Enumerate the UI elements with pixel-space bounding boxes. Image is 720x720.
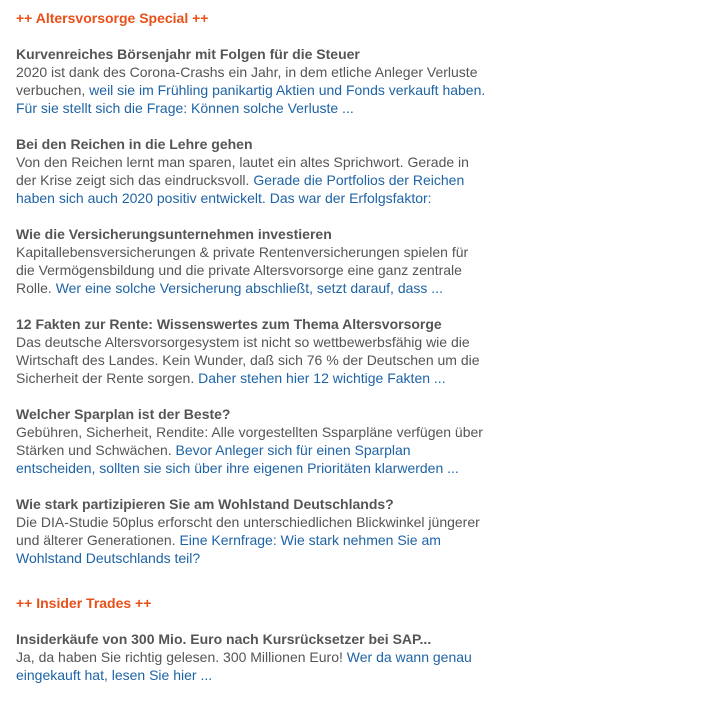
newsletter-content <box>16 9 486 684</box>
article-link[interactable]: Wer da wann genau eingekauft hat, lesen Sie hier ... <box>16 649 472 683</box>
article-body <box>16 243 486 297</box>
article-text: Das deutsche Altersvorsorgesystem ist nicht so wettbewerbsfähig wie die Wirtschaft des Landes. Kein Wunder, daß sich 76 % der Deutschen um die Sicherheit der Rente sorgen. <box>16 334 480 386</box>
article-title: Welcher Sparplan ist der Beste? <box>16 406 231 422</box>
article-item <box>16 630 486 684</box>
article-body <box>16 63 486 117</box>
article-title: Wie die Versicherungsunternehmen investieren <box>16 226 332 242</box>
article-title: Wie stark partizipieren Sie am Wohlstand Deutschlands? <box>16 496 394 512</box>
article-title: 12 Fakten zur Rente: Wissenswertes zum Thema Altersvorsorge <box>16 316 442 332</box>
article-title: Kurvenreiches Börsenjahr mit Folgen für die Steuer <box>16 46 360 62</box>
article-text: Ja, da haben Sie richtig gelesen. 300 Millionen Euro! <box>16 649 347 665</box>
article-link[interactable]: Bevor Anleger sich für einen Sparplan entscheiden, sollten sie sich über ihre eigenen Prioritäten klarwerden ... <box>16 442 459 476</box>
article-item <box>16 45 486 117</box>
article-body <box>16 648 486 684</box>
section-spacer <box>16 567 486 594</box>
article-text: Von den Reichen lernt man sparen, lautet ein altes Sprichwort. Gerade in der Krise zeigt sich das eindrucksvoll. <box>16 154 469 188</box>
article-link[interactable]: Wer eine solche Versicherung abschließt, setzt darauf, dass ... <box>55 280 443 296</box>
article-item <box>16 135 486 207</box>
article-item <box>16 225 486 297</box>
article-body <box>16 333 486 387</box>
article-text: Kapitallebensversicherungen & private Rentenversicherungen spielen für die Vermögensbildung und die private Altersvorsorge eine ganz zentrale Rolle. <box>16 244 469 296</box>
article-link[interactable]: weil sie im Frühling panikartig Aktien und Fonds verkauft haben. Für sie stellt sich die Frage: Können solche Verluste ... <box>16 82 486 116</box>
section-header: ++ Altersvorsorge Special ++ <box>16 10 209 26</box>
article-link[interactable]: Eine Kernfrage: Wie stark nehmen Sie am Wohlstand Deutschlands teil? <box>16 532 441 566</box>
article-body <box>16 513 486 567</box>
article-text: Die DIA-Studie 50plus erforscht den unterschiedlichen Blickwinkel jüngerer und älterer Generationen. <box>16 514 480 548</box>
section-insider-trades <box>16 594 486 684</box>
article-item <box>16 315 486 387</box>
article-item <box>16 405 486 477</box>
article-link[interactable]: Daher stehen hier 12 wichtige Fakten ... <box>198 370 446 386</box>
section-header: ++ Insider Trades ++ <box>16 595 152 611</box>
article-text: 2020 ist dank des Corona-Crashs ein Jahr, in dem etliche Anleger Verluste verbuchen, <box>16 64 478 98</box>
article-title: Bei den Reichen in die Lehre gehen <box>16 136 253 152</box>
article-item <box>16 495 486 567</box>
article-body <box>16 153 486 207</box>
article-title: Insiderkäufe von 300 Mio. Euro nach Kursrücksetzer bei SAP... <box>16 631 432 647</box>
article-body <box>16 423 486 477</box>
section-altersvorsorge <box>16 9 486 567</box>
article-link[interactable]: Gerade die Portfolios der Reichen haben sich auch 2020 positiv entwickelt. Das war der Erfolgsfaktor: <box>16 172 465 206</box>
article-text: Gebühren, Sicherheit, Rendite: Alle vorgestellten Ssparpläne verfügen über Stärken und Schwächen. <box>16 424 483 458</box>
